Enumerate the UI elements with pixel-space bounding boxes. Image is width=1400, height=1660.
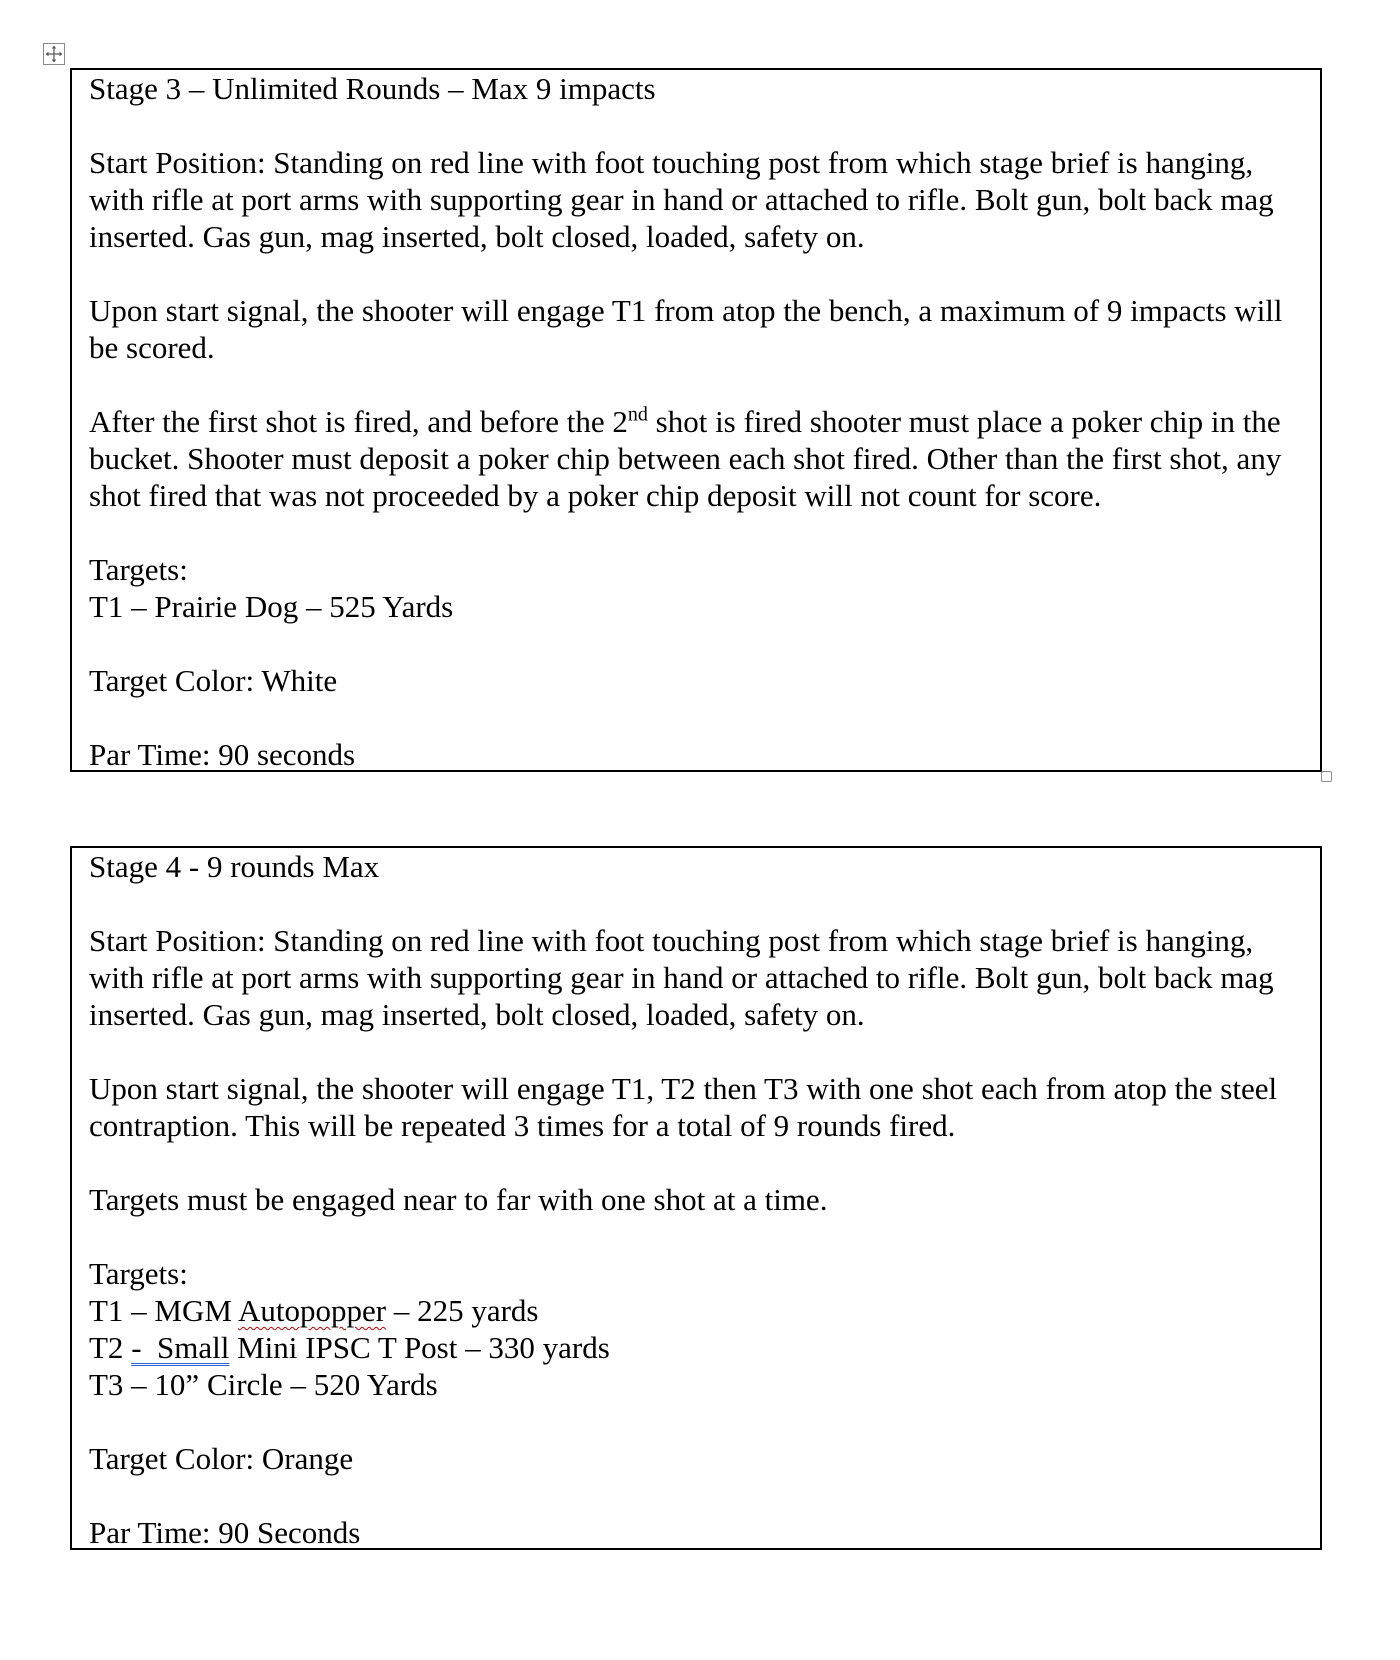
stage-4-target-t1 <box>89 1292 1306 1329</box>
misspelled-word[interactable]: Autopopper <box>238 1293 387 1328</box>
stage-3-par-time: Par Time: 90 seconds <box>89 737 356 772</box>
stage-4-targets-heading: Targets: <box>89 1256 188 1291</box>
stage-4-start-position: Start Position: Standing on red line with foot touching post from which stage brief is hanging, with rifle at port arms with supporting gear in hand or attached to rifle. Bolt gun, bolt back mag inserted. Gas gun, mag inserted, bolt closed, loaded, safety on. <box>89 923 1274 1032</box>
stage-3-upon-start: Upon start signal, the shooter will engage T1 from atop the bench, a maximum of 9 impacts will be scored. <box>89 293 1283 365</box>
stage-4-par-time: Par Time: 90 Seconds <box>89 1515 361 1550</box>
stage-4-target-color: Target Color: Orange <box>89 1441 354 1476</box>
t2-prefix: T2 <box>89 1330 132 1365</box>
stage-4-near-to-far: Targets must be engaged near to far with one shot at a time. <box>89 1182 828 1217</box>
move-arrows-icon <box>44 44 64 64</box>
stage-3-targets-heading: Targets: <box>89 552 188 587</box>
t1-prefix: T1 – MGM <box>89 1293 238 1328</box>
stage-3-title: Stage 3 – Unlimited Rounds – Max 9 impacts <box>89 71 656 106</box>
stage-4-table[interactable] <box>70 846 1322 1550</box>
stage-4-target-t3: T3 – 10” Circle – 520 Yards <box>89 1367 438 1402</box>
table-resize-handle[interactable] <box>1321 771 1332 782</box>
ordinal-suffix: nd <box>627 403 648 426</box>
t2-suffix: Mini IPSC T Post – 330 yards <box>229 1330 610 1365</box>
grammar-flagged-text[interactable]: - Small <box>131 1330 230 1365</box>
stage-4-target-t2 <box>89 1329 1306 1366</box>
stage-4-upon-start: Upon start signal, the shooter will engage T1, T2 then T3 with one shot each from atop the steel contraption. This will be repeated 3 times for a total of 9 rounds fired. <box>89 1071 1278 1143</box>
stage-3-target-color: Target Color: White <box>89 663 338 698</box>
stage-3-target-t1: T1 – Prairie Dog – 525 Yards <box>89 589 454 624</box>
stage-4-title: Stage 4 - 9 rounds Max <box>89 849 380 884</box>
t1-suffix: – 225 yards <box>386 1293 539 1328</box>
poker-chip-rule-part1: After the first shot is fired, and before the 2 <box>89 404 628 439</box>
stage-3-table[interactable] <box>70 68 1322 772</box>
poker-chip-rule-part2: shot is fired shooter must place a poker chip in the bucket. Shooter must deposit a poker chip between each shot fired. Other than the first shot, any shot fired that was not proceeded by a poker chip deposit will not count for score. <box>89 404 1282 513</box>
stage-3-start-position: Start Position: Standing on red line with foot touching post from which stage brief is hanging, with rifle at port arms with supporting gear in hand or attached to rifle. Bolt gun, bolt back mag inserted. Gas gun, mag inserted, bolt closed, loaded, safety on. <box>89 145 1274 254</box>
stage-3-poker-chip-rule <box>89 403 1306 514</box>
table-move-handle[interactable] <box>43 43 65 65</box>
